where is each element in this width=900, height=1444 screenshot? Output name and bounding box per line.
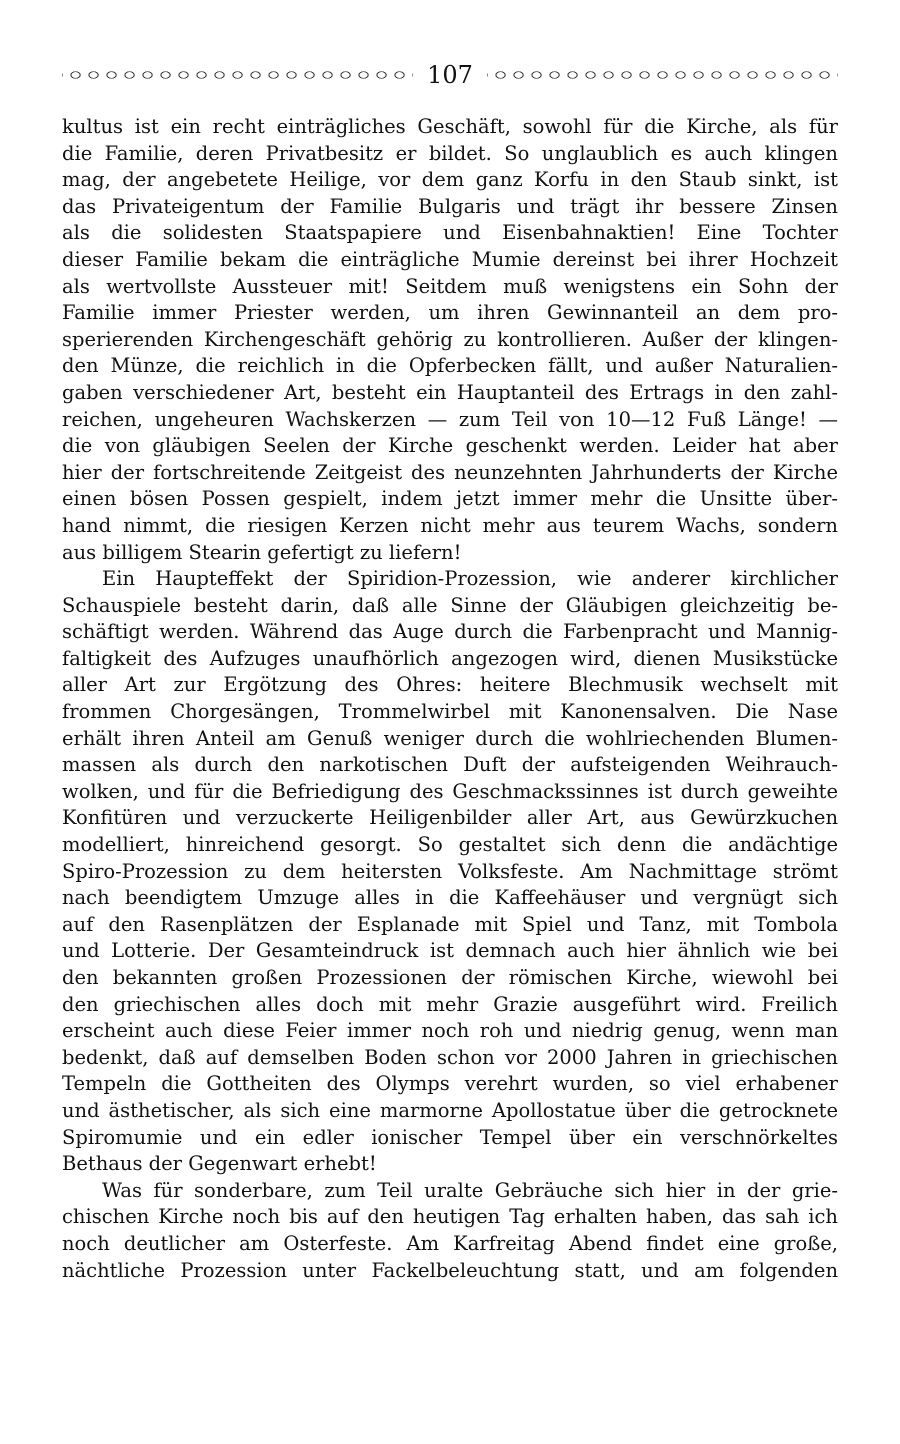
text-line: mag, der angebetete Heilige, vor dem ganz Korfu in den Staub sinkt, ist xyxy=(62,168,838,192)
text-line: faltigkeit des Aufzuges unaufhörlich angezogen wird, dienen Musikstücke xyxy=(62,646,838,670)
text-line: modelliert, hinreichend gesorgt. So gestaltet sich denn die andächtige xyxy=(62,833,838,857)
text-line: schäftigt werden. Während das Auge durch die Farbenpracht und Mannig- xyxy=(62,620,838,644)
text-line: erscheint auch diese Feier immer noch roh und niedrig genug, wenn man xyxy=(62,1019,838,1043)
text-line: die Familie, deren Privatbesitz er bildet. So unglaublich es auch klingen xyxy=(62,141,838,165)
text-line: auf den Rasenplätzen der Esplanade mit Spiel und Tanz, mit Tombola xyxy=(62,912,838,936)
text-line: Tempeln die Gottheiten des Olymps verehrt wurden, so viel erhabener xyxy=(62,1072,838,1096)
text-line: sperierenden Kirchengeschäft gehörig zu kontrollieren. Außer der klingen- xyxy=(62,327,838,351)
ornament-left xyxy=(62,68,413,82)
text-line: den griechischen alles doch mit mehr Grazie ausgeführt wird. Freilich xyxy=(62,992,838,1016)
text-line: reichen, ungeheuren Wachskerzen — zum Teil von 10—12 Fuß Länge! — xyxy=(62,407,838,431)
text-line: aus billigem Stearin gefertigt zu liefern! xyxy=(62,540,462,564)
text-line: einen bösen Possen gespielt, indem jetzt immer mehr die Unsitte über- xyxy=(62,487,838,511)
text-line: die von gläubigen Seelen der Kirche geschenkt werden. Leider hat aber xyxy=(62,434,838,458)
text-line: Spiro-Prozession zu dem heitersten Volksfeste. Am Nachmittage strömt xyxy=(62,859,838,883)
page-header xyxy=(62,60,838,90)
text-line: wolken, und für die Befriedigung des Geschmackssinnes ist durch geweihte xyxy=(62,779,838,803)
text-line: das Privateigentum der Familie Bulgaris und trägt ihr bessere Zinsen xyxy=(62,194,838,218)
text-line: Ein Haupteffekt der Spiridion-Prozession, wie anderer kirchlicher xyxy=(102,567,838,591)
paragraph xyxy=(62,1178,838,1284)
paragraph xyxy=(62,566,838,1178)
page-number: 107 xyxy=(427,61,473,89)
text-line: aller Art zur Ergötzung des Ohres: heitere Blechmusik wechselt mit xyxy=(62,673,838,697)
text-line: Schauspiele besteht darin, daß alle Sinne der Gläubigen gleichzeitig be- xyxy=(62,593,838,617)
text-line: frommen Chorgesängen, Trommelwirbel mit Kanonensalven. Die Nase xyxy=(62,700,838,724)
text-line: und Lotterie. Der Gesamteindruck ist demnach auch hier ähnlich wie bei xyxy=(62,939,838,963)
text-line: dieser Familie bekam die einträgliche Mumie dereinst bei ihrer Hochzeit xyxy=(62,247,838,271)
text-line: massen als durch den narkotischen Duft der aufsteigenden Weihrauch- xyxy=(62,753,838,777)
text-line: nach beendigtem Umzuge alles in die Kaffeehäuser und vergnügt sich xyxy=(62,886,838,910)
text-line: noch deutlicher am Osterfeste. Am Karfreitag Abend findet eine große, xyxy=(62,1231,838,1255)
text-body xyxy=(62,114,838,1284)
paragraph xyxy=(62,114,838,566)
text-line: den bekannten großen Prozessionen der römischen Kirche, wiewohl bei xyxy=(62,966,838,989)
text-line: nächtliche Prozession unter Fackelbeleuchtung statt, und am folgenden xyxy=(62,1258,838,1282)
text-line: bedenkt, daß auf demselben Boden schon vor 2000 Jahren in griechischen xyxy=(62,1045,838,1069)
text-line: und ästhetischer, als sich eine marmorne Apollostatue über die getrocknete xyxy=(62,1098,838,1122)
text-line: als die solidesten Staatspapiere und Eisenbahnaktien! Eine Tochter xyxy=(62,221,838,245)
text-line: erhält ihren Anteil am Genuß weniger durch die wohlriechenden Blumen- xyxy=(62,726,838,750)
text-line: hier der fortschreitende Zeitgeist des neunzehnten Jahrhunderts der Kirche xyxy=(62,460,838,484)
text-line: Spiromumie und ein edler ionischer Tempel über ein verschnörkeltes xyxy=(62,1125,838,1149)
ornament-right xyxy=(487,68,838,82)
text-line: Familie immer Priester werden, um ihren Gewinnanteil an dem pro- xyxy=(62,301,838,325)
text-line: Bethaus der Gegenwart erhebt! xyxy=(62,1152,377,1176)
text-line: gaben verschiedener Art, besteht ein Hauptanteil des Ertrags in den zahl- xyxy=(62,380,838,404)
text-line: Konfitüren und verzuckerte Heiligenbilder aller Art, aus Gewürzkuchen xyxy=(62,806,838,830)
text-line: kultus ist ein recht einträgliches Geschäft, sowohl für die Kirche, als für xyxy=(62,115,838,138)
text-line: hand nimmt, die riesigen Kerzen nicht mehr aus teurem Wachs, sondern xyxy=(62,513,838,537)
text-line: als wertvollste Aussteuer mit! Seitdem muß wenigstens ein Sohn der xyxy=(62,274,838,298)
text-line: chischen Kirche noch bis auf den heutigen Tag erhalten haben, das sah ich xyxy=(62,1205,838,1229)
text-line: Was für sonderbare, zum Teil uralte Gebräuche sich hier in der grie- xyxy=(102,1178,838,1202)
text-line: den Münze, die reichlich in die Opferbecken fällt, und außer Naturalien- xyxy=(62,354,838,378)
